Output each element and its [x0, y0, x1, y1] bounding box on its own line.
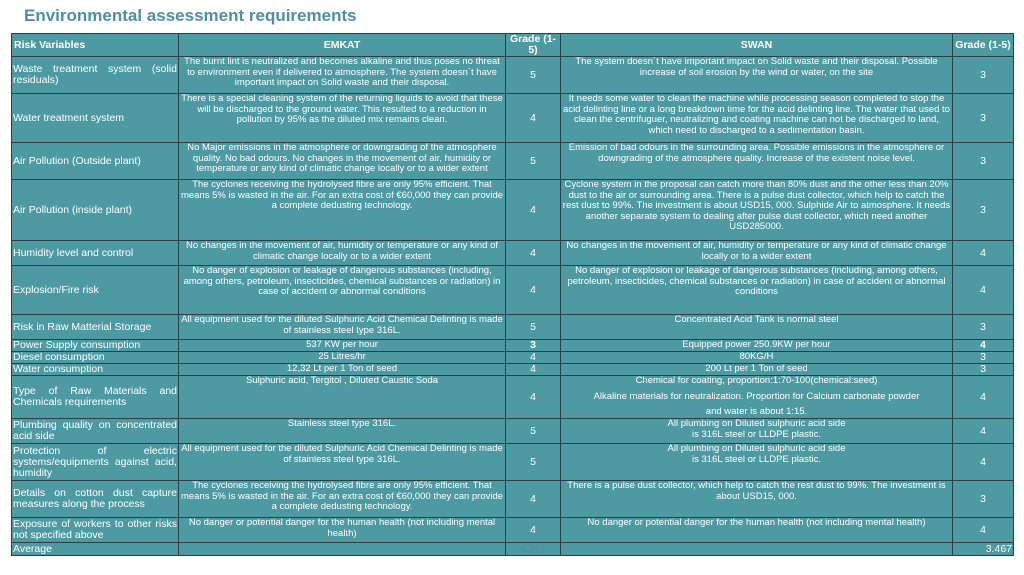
swan-description-line: and water is about 1:15.	[705, 406, 808, 417]
swan-description-cell: The system doesn´t have important impact on Solid waste and their disposal. Possible increase of soil erosion by the wind or water, on the site	[561, 57, 953, 94]
swan-grade-cell: 4	[953, 340, 1014, 352]
average-emkat-desc-blank	[179, 543, 506, 556]
swan-description-cell: Concentrated Acid Tank is normal steel	[561, 315, 953, 340]
emkat-description-cell: All equipment used for the diluted Sulphuric Acid Chemical Delinting is made of stainless steel type 316L.	[179, 315, 506, 340]
emkat-description-cell: Sulphuric acid, Tergitol , Diluted Caustic Soda	[179, 376, 506, 419]
risk-variable-cell: Waste treatment system (solid residuals)	[12, 57, 179, 94]
swan-description-line: is 316L steel or LLDPE plastic.	[691, 428, 822, 440]
table-row	[12, 340, 1014, 352]
emkat-description-cell: No changes in the movement of air, humidity or temperature or any kind of climatic change locally or to a wider extent	[179, 241, 506, 266]
swan-grade-cell: 4	[953, 444, 1014, 481]
emkat-grade-cell: 4	[506, 352, 561, 364]
emkat-grade-cell: 4	[506, 94, 561, 143]
emkat-grade-cell: 4	[506, 180, 561, 241]
risk-variable-cell: Details on cotton dust capture measures along the process	[12, 481, 179, 518]
swan-description-cell: No danger or potential danger for the human health (not including mental health)	[561, 518, 953, 543]
emkat-description-cell: No Major emissions in the atmosphere or downgrading of the atmosphere quality. No bad odours. No changes in the movement of air, humidity or temperature or any kind of climatic change locally or to a wider extent	[179, 143, 506, 180]
emkat-description-cell: The cyclones receiving the hydrolysed fibre are only 95% efficient. That means 5% is wasted in the air. For an extra cost of €60,000 they can provide a complete dedusting technology.	[179, 180, 506, 241]
emkat-description-cell: 25 Litres/hr	[179, 352, 506, 364]
swan-description-cell	[561, 376, 953, 419]
table-row	[12, 444, 1014, 481]
swan-grade-cell: 4	[953, 419, 1014, 444]
emkat-grade-cell: 5	[506, 419, 561, 444]
table-row	[12, 241, 1014, 266]
swan-grade-cell: 4	[953, 266, 1014, 315]
swan-description-cell	[561, 419, 953, 444]
table-row	[12, 481, 1014, 518]
risk-variable-cell: Humidity level and control	[12, 241, 179, 266]
swan-grade-header: Grade (1-5)	[953, 34, 1014, 57]
emkat-grade-cell: 5	[506, 315, 561, 340]
emkat-description-cell: 12,32 Lt per 1 Ton of seed	[179, 364, 506, 376]
swan-description-cell: 80KG/H	[561, 352, 953, 364]
emkat-grade-cell: 5	[506, 57, 561, 94]
risk-variable-cell: Water consumption	[12, 364, 179, 376]
swan-description-cell: 200 Lt per 1 Ton of seed	[561, 364, 953, 376]
swan-grade-cell: 3	[953, 94, 1014, 143]
emkat-header: EMKAT	[179, 34, 506, 57]
risk-variable-cell: Water treatment system	[12, 94, 179, 143]
swan-description-cell: No danger of explosion or leakage of dangerous substances (including, among others, petroleum, insecticides, chemical substances or radiation) in case of accident or abnormal conditions	[561, 266, 953, 315]
swan-grade-cell: 3	[953, 143, 1014, 180]
swan-grade-cell: 4	[953, 241, 1014, 266]
emkat-grade-cell: 4	[506, 518, 561, 543]
risk-variable-cell: Power Supply consumption	[12, 340, 179, 352]
emkat-description-cell: No danger of explosion or leakage of dangerous substances (including, among others, petroleum, insecticides, chemical substances or radiation) in case of accident or abnormal conditions	[179, 266, 506, 315]
emkat-grade-cell: 5	[506, 143, 561, 180]
emkat-grade-cell: 5	[506, 444, 561, 481]
average-label: Average	[12, 543, 179, 556]
header-row	[12, 34, 1014, 57]
emkat-grade-cell: 3	[506, 340, 561, 352]
table-row	[12, 419, 1014, 444]
average-emkat-grade: 4.267	[506, 543, 561, 556]
table-row	[12, 94, 1014, 143]
risk-variable-cell: Air Pollution (inside plant)	[12, 180, 179, 241]
risk-variable-cell: Plumbing quality on concentrated acid side	[13, 419, 177, 442]
emkat-grade-cell: 4	[506, 241, 561, 266]
average-row	[12, 543, 1014, 556]
assessment-table	[11, 33, 1014, 556]
risk-variable-cell: Risk in Raw Matterial Storage	[12, 315, 179, 340]
table-row	[12, 364, 1014, 376]
emkat-description-cell: The burnt lint is neutralized and becomes alkaline and thus poses no threat to environment even if delivered to atmosphere. The system doesn´t have important impact on Solid waste and their disposal.	[179, 57, 506, 94]
table-row	[12, 518, 1014, 543]
emkat-grade-cell: 4	[506, 364, 561, 376]
swan-description-cell: There is a pulse dust collector, which help to catch the rest dust to 99%. The investment is about USD15, 000.	[561, 481, 953, 518]
emkat-description-cell: No danger or potential danger for the human health (not including mental health)	[179, 518, 506, 543]
risk-variable-cell: Air Pollution (Outside plant)	[12, 143, 179, 180]
swan-description-line: is 316L steel or LLDPE plastic.	[691, 453, 822, 465]
swan-grade-cell: 3	[953, 57, 1014, 94]
emkat-description-cell: 537 KW per hour	[179, 340, 506, 352]
emkat-description-cell: All equipment used for the diluted Sulphuric Acid Chemical Delinting is made of stainless steel type 316L.	[179, 444, 506, 481]
swan-description-line: All plumbing on Diluted sulphuric acid side	[667, 418, 846, 429]
risk-variable-cell: Type of Raw Materials and Chemicals requirements	[12, 376, 179, 419]
swan-description-cell: Cyclone system in the proposal can catch more than 80% dust and the other less than 20% dust to the air or surrounding area. There is a pulse dust collector, which help to catch the rest dust to 99%. The investment is about USD15, 000. Sulphide Air to atmosphere. It needs another separate system to dealing after pulse dust collector, which need another USD285000.	[561, 180, 953, 241]
swan-grade-cell: 3	[953, 481, 1014, 518]
emkat-description-cell: The cyclones receiving the hydrolysed fibre are only 95% efficient. That means 5% is wasted in the air. For an extra cost of €60,000 they can provide a complete dedusting technology.	[179, 481, 506, 518]
swan-description-cell: It needs some water to clean the machine while processing season completed to stop the acid delinting line or a long breakdown time for the acid delinting line. The water that used to clean the centrifuguer, neutralizing and coating machine can not be discharged to land, which need to discharged to a sedimentation basin.	[561, 94, 953, 143]
page-title: Environmental assessment requirements	[24, 6, 357, 25]
table-row	[12, 180, 1014, 241]
table-body	[12, 57, 1014, 543]
emkat-grade-cell: 4	[506, 376, 561, 419]
table-row	[12, 352, 1014, 364]
table-row	[12, 266, 1014, 315]
swan-description-cell: Equipped power 250.9KW per hour	[561, 340, 953, 352]
swan-grade-cell: 4	[953, 376, 1014, 419]
table-row	[12, 143, 1014, 180]
risk-variables-header: Risk Variables	[12, 34, 179, 57]
risk-variable-cell: Protection of electric systems/equipments against acid, humidity	[13, 444, 177, 479]
emkat-description-cell: There is a special cleaning system of the returning liquids to avoid that these will be discharged to the ground water. This resulted to a reduction in pollution by 95% as the diluted mix remains clean.	[179, 94, 506, 143]
emkat-grade-cell: 4	[506, 266, 561, 315]
risk-variable-cell: Exposure of workers to other risks not specified above	[13, 518, 177, 541]
table-row	[12, 57, 1014, 94]
risk-variable-cell: Explosion/Fire risk	[12, 266, 179, 315]
swan-grade-cell: 3	[953, 315, 1014, 340]
emkat-grade-header: Grade (1-5)	[506, 34, 561, 57]
swan-grade-cell: 3	[953, 364, 1014, 376]
average-swan-grade: 3.467	[953, 543, 1014, 556]
swan-description-line: Alkaline materials for neutralization. Proportion for Calcium carbonate powder	[593, 390, 920, 402]
swan-grade-cell: 4	[953, 518, 1014, 543]
swan-description-cell: Emission of bad odours in the surrounding area. Possible emissions in the atmosphere or downgrading of the atmosphere quality. Increase of the existent noise level.	[561, 143, 953, 180]
swan-grade-cell: 3	[953, 180, 1014, 241]
emkat-grade-cell: 4	[506, 481, 561, 518]
risk-variable-cell: Diesel consumption	[12, 352, 179, 364]
table-row	[12, 315, 1014, 340]
emkat-description-cell: Stainless steel type 316L.	[179, 419, 506, 444]
swan-header: SWAN	[561, 34, 953, 57]
swan-grade-cell: 3	[953, 352, 1014, 364]
swan-description-cell: No changes in the movement of air, humidity or temperature or any kind of climatic change locally or to a wider extent	[561, 241, 953, 266]
swan-description-cell	[561, 444, 953, 481]
swan-description-line: Chemical for coating, proportion:1:70-100(chemical:seed)	[635, 375, 878, 386]
table-row	[12, 376, 1014, 419]
average-swan-desc-blank	[561, 543, 953, 556]
swan-description-line: All plumbing on Diluted sulphuric acid side	[667, 443, 846, 454]
